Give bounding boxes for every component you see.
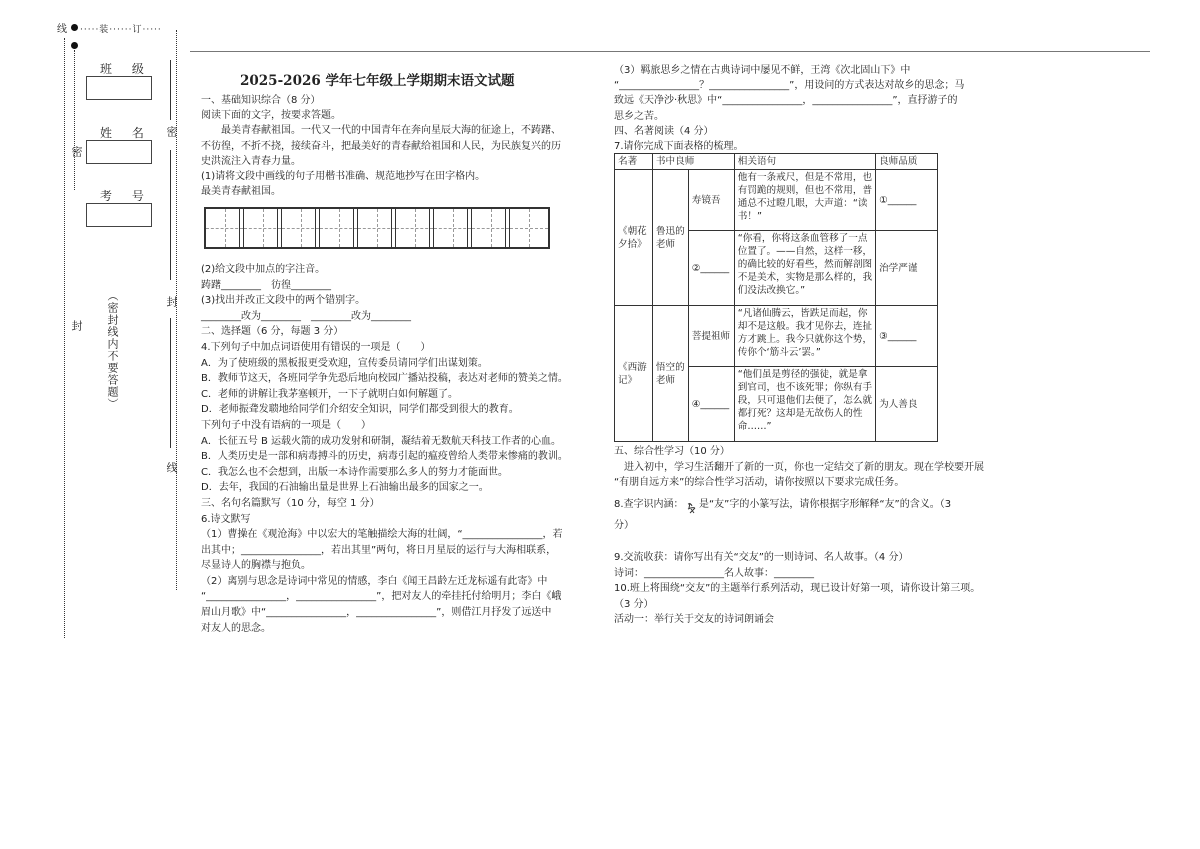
text-line: B．教师节这天，各班同学争先恐后地向校园广播站投稿，表达对老师的赞美之情。 <box>201 373 568 385</box>
text-line: 踌躇________ 彷徨________ <box>201 279 331 291</box>
q8-label: 8.查字识内涵： <box>614 499 684 510</box>
binding-seal-char: 线 <box>165 462 178 474</box>
text-line: A．长征五号 B 运载火箭的成功发射和研制，凝结着无数航天科技工作者的心血。 <box>201 435 562 447</box>
binding-note: （密封线内不要答题） <box>106 290 119 410</box>
binding-dotted-line <box>176 30 177 590</box>
text-line: 史洪流注入青春力量。 <box>201 155 301 167</box>
text-line: 二、选择题（6 分，每题 3 分） <box>201 326 344 338</box>
quality-cell: 治学严谨 <box>876 231 938 306</box>
name-label: 姓 名 <box>100 126 152 140</box>
table-header-row <box>615 154 938 170</box>
text-line: 致远《天净沙·秋思》中“________________，________________”，直抒游子的 <box>614 95 958 107</box>
quote-cell: “他们虽是剪径的强徒，就是拿到官司，也不该死罪；你纵有手段，只可退他们去便了，怎么就都打死？这却是无故伤人的性命……” <box>734 367 875 442</box>
table-header: 名著 <box>615 154 653 170</box>
q8-text: 是“友”字的小篆写法，请你根据字形解释“友”的含义。（3 <box>699 499 952 510</box>
quote-cell: 他有一条戒尺，但是不常用，也有罚跪的规则，但也不常用，普通总不过瞪几眼，大声道：“读书！” <box>734 170 875 231</box>
text-line: （1）曹操在《观沧海》中以宏大的笔触描绘大海的壮阔，“________________，若 <box>201 529 563 541</box>
text-line: （2）离别与思念是诗词中常见的情感，李白《闻王昌龄左迁龙标遥有此寄》中 <box>201 575 548 587</box>
binding-seal-char: 封 <box>70 320 83 332</box>
text-line: 下列句子中没有语病的一项是（ ） <box>201 419 371 431</box>
left-column-part-1 <box>201 93 561 199</box>
text-line: A．为了使班级的黑板报更受欢迎，宣传委员请同学们出谋划策。 <box>201 357 488 369</box>
quality-cell: 为人善良 <box>876 367 938 442</box>
binding-seal-char: 封 <box>165 296 178 308</box>
text-line: (2)给文段中加点的字注音。 <box>201 264 326 275</box>
binding-solid-line <box>170 318 171 448</box>
binding-dotted-line <box>64 38 65 638</box>
class-field[interactable] <box>86 76 152 100</box>
binding-solid-line <box>170 150 171 280</box>
binding-seal-char: 密 <box>165 126 178 138</box>
binding-top-left-char: 线 <box>57 24 67 35</box>
table-header: 相关语句 <box>734 154 875 170</box>
teacher-name-cell: 寿镜吾 <box>688 170 734 231</box>
text-line: ________改为________ ________改为________ <box>201 310 411 322</box>
text-line: 尽显诗人的胸襟与抱负。 <box>201 560 311 572</box>
teacher-name-cell: 菩提祖师 <box>688 306 734 367</box>
grid-cell <box>472 209 510 247</box>
text-line: 4.下列句子中加点词语使用有错误的一项是（ ） <box>201 341 431 353</box>
text-line: 活动一：举行关于交友的诗词朗诵会 <box>614 614 774 626</box>
text-line: C．老师的讲解让我茅塞顿开，一下子就明白如何解题了。 <box>201 388 458 400</box>
right-column-bottom <box>614 444 984 491</box>
teacher-cell: 鲁迅的老师 <box>652 170 688 306</box>
text-line: C．我怎么也不会想到，出版一本诗作需要那么多人的努力才能面世。 <box>201 466 508 478</box>
quote-cell: “你看，你将这条血管移了一点位置了。——自然，这样一移，的确比较的好看些，然而解剖图不是美术，实物是那么样的，我们没法改换它。” <box>734 231 875 306</box>
text-line: 最美青春献祖国。 <box>201 186 281 198</box>
book-table <box>614 153 938 442</box>
text-line: （3 分） <box>614 598 654 610</box>
grid-cell <box>244 209 282 247</box>
name-field[interactable] <box>86 140 152 164</box>
text-line: 进入初中，学习生活翻开了新的一页，你也一定结交了新的朋友。现在学校要开展 <box>614 461 984 473</box>
book-cell: 《西游记》 <box>615 306 653 442</box>
text-line: 7.请你完成下面表格的梳理。 <box>614 141 744 153</box>
quality-cell[interactable]: ①______ <box>876 170 938 231</box>
text-line: 9.交流收获：请你写出有关“交友”的一则诗词、名人故事。（4 分） <box>614 552 909 563</box>
text-line: 一、基础知识综合（8 分） <box>201 95 321 106</box>
text-line: (1)请将文段中画线的句子用楷书准确、规范地抄写在田字格内。 <box>201 171 486 183</box>
number-field[interactable] <box>86 203 152 227</box>
number-label: 考 号 <box>100 189 152 203</box>
text-line: 10.班上将围绕“交友”的主题举行系列活动，现已设计好第一项，请你设计第三项。 <box>614 583 981 595</box>
text-line: D．老师振聋发聩地给同学们介绍安全知识，同学们都受到很大的教育。 <box>201 404 519 416</box>
text-line: “有朋自远方来”的综合性学习活动，请你按照以下要求完成任务。 <box>614 477 905 489</box>
header-rule <box>190 51 1150 52</box>
text-line: 最美青春献祖国。一代又一代的中国青年在奔向星辰大海的征途上，不踌躇、 <box>201 125 561 137</box>
teacher-cell: 悟空的老师 <box>652 306 688 442</box>
grid-cell <box>282 209 320 247</box>
text-line: （3）羁旅思乡之情在古典诗词中屡见不鲜，王湾《次北固山下》中 <box>614 65 911 76</box>
text-line: 对友人的思念。 <box>201 622 271 634</box>
text-line: (3)找出并改正文段中的两个错别字。 <box>201 295 366 307</box>
binding-dot <box>71 24 78 31</box>
binding-dot <box>71 42 78 49</box>
text-line: 出其中；________________，若出其里”两句，将日月星辰的运行与大海相联系， <box>201 544 557 556</box>
q8-text-cont: 分） <box>614 520 634 531</box>
text-line: 6.诗文默写 <box>201 513 251 525</box>
text-line: 眉山月歌》中“________________，________________”，则借江月抒发了远送中 <box>201 607 552 619</box>
text-line: “________________，________________”，把对友人的牵挂托付给明月；李白《峨 <box>201 591 562 603</box>
left-column-part-2 <box>201 262 568 636</box>
text-line: “________________？________________”，用设问的方式表达对故乡的思念；马 <box>614 80 965 92</box>
grid-cell <box>206 209 244 247</box>
text-line: 不彷徨，不折不挠，接续奋斗，把最美好的青春献给祖国和人民，为民族复兴的历 <box>201 140 561 152</box>
right-column-q9-q10 <box>614 550 980 628</box>
text-line: 五、综合性学习（10 分） <box>614 446 730 457</box>
text-line: 诗词：________________名人故事：________ <box>614 567 814 579</box>
class-label: 班 级 <box>100 62 152 76</box>
grid-cell <box>320 209 358 247</box>
table-row <box>615 306 938 367</box>
binding-solid-line <box>170 60 171 120</box>
book-cell: 《朝花夕拾》 <box>615 170 653 306</box>
text-line: 思乡之苦。 <box>614 110 664 122</box>
right-column-top <box>614 63 964 154</box>
grid-cell <box>396 209 434 247</box>
text-line: 四、名著阅读（4 分） <box>614 125 714 137</box>
table-header: 良师品质 <box>876 154 938 170</box>
text-line: B．人类历史是一部和病毒搏斗的历史，病毒引起的瘟疫曾给人类带来惨痛的教训。 <box>201 451 568 463</box>
paper-title: 2025-2026 学年七年级上学期期末语文试题 <box>240 73 515 89</box>
grid-cell <box>358 209 396 247</box>
text-line: 三、名句名篇默写（10 分，每空 1 分） <box>201 497 380 509</box>
grid-cell <box>510 209 548 247</box>
teacher-name-cell[interactable]: ②______ <box>688 231 734 306</box>
table-row <box>615 170 938 231</box>
teacher-name-cell[interactable]: ④______ <box>688 367 734 442</box>
binding-seal-char: 密 <box>70 146 83 158</box>
grid-cell <box>434 209 472 247</box>
binding-dotted-line <box>74 50 75 190</box>
text-line: D．去年，我国的石油输出量是世界上石油输出最多的国家之一。 <box>201 482 489 494</box>
seal-script-you-icon <box>686 499 698 511</box>
text-line: 阅读下面的文字，按要求答题。 <box>201 110 341 122</box>
tianzige-grid[interactable] <box>204 207 550 249</box>
quote-cell: “凡诸仙腾云，皆跌足而起，你却不是这般。我才见你去，连扯方才跳上。我今只就你这个势，传你个‘筋斗云’罢。” <box>734 306 875 367</box>
table-header: 书中良师 <box>652 154 734 170</box>
binding-top-strip: ·····装······订····· <box>80 25 162 35</box>
quality-cell[interactable]: ③______ <box>876 306 938 367</box>
